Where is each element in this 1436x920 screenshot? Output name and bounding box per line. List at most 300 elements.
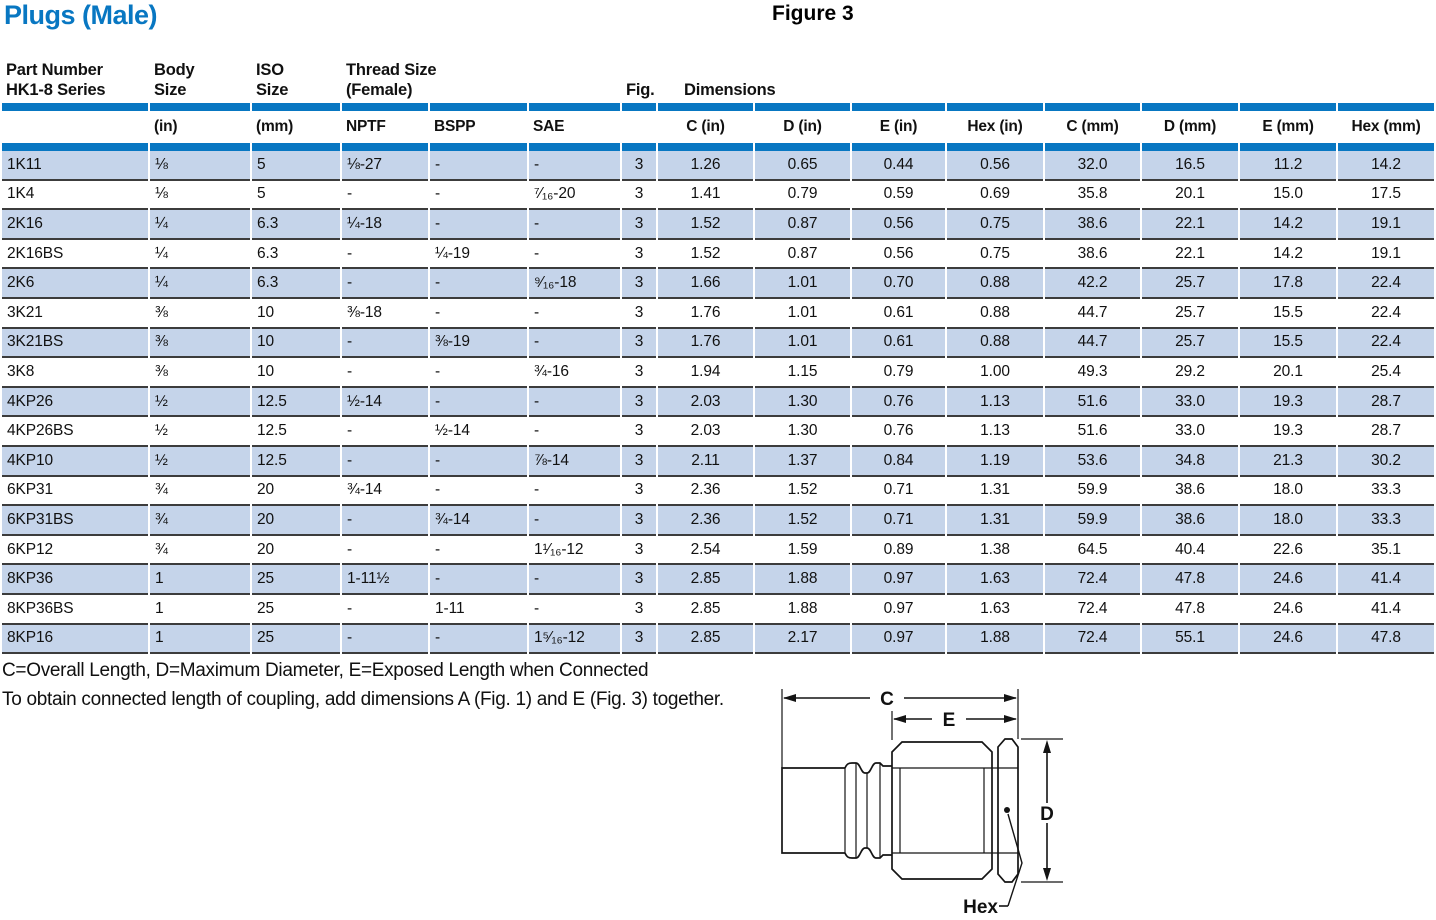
- header-rule-segment: [622, 143, 656, 151]
- cell-sae: -: [529, 595, 620, 625]
- cell-c-mm: 51.6: [1045, 388, 1140, 418]
- cell-c-mm: 38.6: [1045, 240, 1140, 270]
- cell-c-in: 2.85: [658, 625, 753, 655]
- cell-e-mm: 14.2: [1240, 240, 1336, 270]
- cell-c-in: 2.54: [658, 536, 753, 566]
- table-row: [2, 536, 1434, 566]
- plug-dimension-diagram: [770, 685, 1070, 920]
- cell-body-size-in: ¾: [150, 536, 250, 566]
- cell-bspp: -: [430, 388, 527, 418]
- cell-d-in: 1.52: [755, 477, 850, 507]
- cell-body-size-in: ½: [150, 417, 250, 447]
- cell-hex-mm: 33.3: [1338, 477, 1434, 507]
- subheader-hex-in: Hex (in): [967, 118, 1023, 135]
- cell-part-number: 1K11: [2, 151, 148, 181]
- cell-part-number: 4KP10: [2, 447, 148, 477]
- cell-part-number: 8KP36: [2, 565, 148, 595]
- cell-sae: 1¹⁄₁₆-12: [529, 536, 620, 566]
- cell-hex-mm: 19.1: [1338, 210, 1434, 240]
- cell-c-mm: 44.7: [1045, 329, 1140, 359]
- cell-part-number: 1K4: [2, 181, 148, 211]
- cell-nptf: -: [342, 269, 428, 299]
- cell-e-mm: 24.6: [1240, 625, 1336, 655]
- cell-fig: 3: [622, 565, 656, 595]
- cell-d-in: 1.52: [755, 506, 850, 536]
- cell-hex-in: 0.75: [947, 240, 1043, 270]
- cell-hex-mm: 17.5: [1338, 181, 1434, 211]
- cell-d-in: 0.87: [755, 240, 850, 270]
- cell-d-mm: 33.0: [1142, 417, 1238, 447]
- header-rule-segment: [1045, 103, 1140, 111]
- header-rule-segment: [252, 143, 340, 151]
- cell-iso-size-mm: 20: [252, 536, 340, 566]
- cell-nptf: -: [342, 536, 428, 566]
- cell-e-in: 0.70: [852, 269, 945, 299]
- cell-e-in: 0.59: [852, 181, 945, 211]
- cell-hex-in: 1.13: [947, 388, 1043, 418]
- cell-c-in: 1.52: [658, 210, 753, 240]
- cell-bspp: -: [430, 477, 527, 507]
- cell-d-mm: 47.8: [1142, 595, 1238, 625]
- subheader-c-mm: C (mm): [1066, 118, 1119, 135]
- cell-iso-size-mm: 25: [252, 625, 340, 655]
- cell-c-mm: 72.4: [1045, 595, 1140, 625]
- cell-nptf: -: [342, 417, 428, 447]
- cell-d-mm: 38.6: [1142, 477, 1238, 507]
- hex-label: Hex: [963, 897, 998, 918]
- cell-bspp: -: [430, 625, 527, 655]
- cell-d-in: 1.59: [755, 536, 850, 566]
- cell-sae: ⁹⁄₁₆-18: [529, 269, 620, 299]
- cell-part-number: 6KP31: [2, 477, 148, 507]
- cell-sae: -: [529, 388, 620, 418]
- subheader-d-in: D (in): [783, 118, 822, 135]
- header-line: (Female): [346, 81, 413, 99]
- cell-nptf: ⅜-18: [342, 299, 428, 329]
- cell-body-size-in: 1: [150, 565, 250, 595]
- cell-nptf: -: [342, 181, 428, 211]
- cell-fig: 3: [622, 181, 656, 211]
- header-iso-size: [252, 52, 340, 103]
- cell-body-size-in: ¼: [150, 210, 250, 240]
- cell-d-mm: 47.8: [1142, 565, 1238, 595]
- cell-d-in: 1.30: [755, 417, 850, 447]
- cell-c-in: 2.03: [658, 388, 753, 418]
- cell-e-mm: 15.5: [1240, 299, 1336, 329]
- table-row: [2, 447, 1434, 477]
- cell-bspp: ¾-14: [430, 506, 527, 536]
- dimension-c: [783, 689, 1017, 710]
- subheader-body-in: (in): [154, 118, 178, 135]
- cell-sae: ¾-16: [529, 358, 620, 388]
- cell-hex-in: 1.00: [947, 358, 1043, 388]
- cell-c-in: 1.52: [658, 240, 753, 270]
- group-header-row: [2, 52, 1434, 103]
- cell-body-size-in: ¼: [150, 269, 250, 299]
- cell-bspp: ½-14: [430, 417, 527, 447]
- cell-nptf: -: [342, 329, 428, 359]
- header-rule-segment: [755, 143, 850, 151]
- table-row: [2, 388, 1434, 418]
- cell-c-mm: 64.5: [1045, 536, 1140, 566]
- header-line: Fig.: [626, 81, 655, 99]
- cell-iso-size-mm: 10: [252, 329, 340, 359]
- cell-nptf: -: [342, 358, 428, 388]
- cell-c-in: 2.36: [658, 477, 753, 507]
- cell-nptf: ¾-14: [342, 477, 428, 507]
- header-line: HK1-8 Series: [6, 81, 106, 99]
- header-rule-segment: [150, 143, 250, 151]
- table-row: [2, 595, 1434, 625]
- cell-fig: 3: [622, 388, 656, 418]
- cell-e-mm: 18.0: [1240, 506, 1336, 536]
- table-row: [2, 417, 1434, 447]
- page-title: Plugs (Male): [4, 0, 158, 30]
- header-rule-segment: [252, 103, 340, 111]
- cell-body-size-in: ¾: [150, 506, 250, 536]
- cell-body-size-in: ½: [150, 447, 250, 477]
- cell-sae: -: [529, 210, 620, 240]
- cell-d-mm: 55.1: [1142, 625, 1238, 655]
- table-header: [2, 52, 1434, 151]
- cell-hex-in: 1.38: [947, 536, 1043, 566]
- cell-c-in: 2.85: [658, 565, 753, 595]
- cell-d-mm: 20.1: [1142, 181, 1238, 211]
- cell-sae: ⁷⁄₁₆-20: [529, 181, 620, 211]
- cell-hex-mm: 41.4: [1338, 595, 1434, 625]
- cell-part-number: 8KP36BS: [2, 595, 148, 625]
- cell-bspp: -: [430, 181, 527, 211]
- subheader-d-mm: D (mm): [1163, 118, 1217, 135]
- cell-sae: ⅞-14: [529, 447, 620, 477]
- header-line: Dimensions: [684, 81, 776, 99]
- header-rule-segment: [2, 103, 148, 111]
- cell-d-mm: 25.7: [1142, 299, 1238, 329]
- cell-e-in: 0.61: [852, 329, 945, 359]
- cell-c-mm: 38.6: [1045, 210, 1140, 240]
- cell-c-in: 1.76: [658, 299, 753, 329]
- cell-e-in: 0.97: [852, 565, 945, 595]
- cell-d-in: 1.01: [755, 299, 850, 329]
- cell-fig: 3: [622, 299, 656, 329]
- header-line: Thread Size: [346, 61, 437, 79]
- cell-body-size-in: ⅜: [150, 329, 250, 359]
- cell-fig: 3: [622, 269, 656, 299]
- cell-c-in: 1.94: [658, 358, 753, 388]
- cell-e-in: 0.61: [852, 299, 945, 329]
- cell-d-in: 1.01: [755, 269, 850, 299]
- cell-part-number: 3K8: [2, 358, 148, 388]
- cell-nptf: 1-11½: [342, 565, 428, 595]
- cell-body-size-in: 1: [150, 625, 250, 655]
- cell-e-mm: 14.2: [1240, 210, 1336, 240]
- header-rule-segment: [342, 143, 428, 151]
- table-row: [2, 240, 1434, 270]
- cell-fig: 3: [622, 417, 656, 447]
- cell-c-mm: 59.9: [1045, 506, 1140, 536]
- cell-iso-size-mm: 6.3: [252, 210, 340, 240]
- cell-part-number: 2K16: [2, 210, 148, 240]
- cell-nptf: -: [342, 506, 428, 536]
- dimension-c-label: C: [880, 689, 894, 710]
- cell-e-mm: 15.5: [1240, 329, 1336, 359]
- cell-part-number: 4KP26BS: [2, 417, 148, 447]
- header-rule-segment: [852, 103, 945, 111]
- table-row: [2, 625, 1434, 655]
- cell-e-in: 0.89: [852, 536, 945, 566]
- cell-c-in: 2.03: [658, 417, 753, 447]
- header-rule-segment: [1338, 143, 1434, 151]
- header-rule-segment: [852, 143, 945, 151]
- cell-d-mm: 25.7: [1142, 329, 1238, 359]
- cell-hex-in: 0.56: [947, 151, 1043, 181]
- cell-c-mm: 53.6: [1045, 447, 1140, 477]
- header-rule-segment: [430, 143, 527, 151]
- cell-hex-mm: 35.1: [1338, 536, 1434, 566]
- cell-e-in: 0.76: [852, 417, 945, 447]
- cell-hex-in: 1.63: [947, 595, 1043, 625]
- cell-hex-mm: 25.4: [1338, 358, 1434, 388]
- plugs-dimensions-table: [0, 52, 1436, 654]
- cell-hex-in: 0.88: [947, 299, 1043, 329]
- cell-fig: 3: [622, 151, 656, 181]
- cell-hex-in: 0.69: [947, 181, 1043, 211]
- table-body: [2, 151, 1434, 654]
- header-line: Size: [154, 81, 187, 99]
- cell-iso-size-mm: 20: [252, 506, 340, 536]
- cell-fig: 3: [622, 625, 656, 655]
- cell-hex-mm: 19.1: [1338, 240, 1434, 270]
- subheader-bspp: BSPP: [434, 118, 476, 135]
- figure-label: Figure 3: [772, 2, 854, 25]
- cell-sae: 1⁵⁄₁₆-12: [529, 625, 620, 655]
- cell-iso-size-mm: 10: [252, 358, 340, 388]
- cell-e-in: 0.71: [852, 477, 945, 507]
- cell-bspp: -: [430, 299, 527, 329]
- cell-c-mm: 44.7: [1045, 299, 1140, 329]
- cell-part-number: 6KP31BS: [2, 506, 148, 536]
- cell-e-mm: 24.6: [1240, 565, 1336, 595]
- cell-part-number: 8KP16: [2, 625, 148, 655]
- cell-fig: 3: [622, 536, 656, 566]
- cell-c-in: 2.11: [658, 447, 753, 477]
- cell-e-in: 0.71: [852, 506, 945, 536]
- cell-body-size-in: ⅜: [150, 358, 250, 388]
- cell-c-mm: 51.6: [1045, 417, 1140, 447]
- cell-iso-size-mm: 5: [252, 151, 340, 181]
- cell-c-mm: 35.8: [1045, 181, 1140, 211]
- cell-part-number: 4KP26: [2, 388, 148, 418]
- cell-e-mm: 17.8: [1240, 269, 1336, 299]
- cell-part-number: 2K16BS: [2, 240, 148, 270]
- table-row: [2, 299, 1434, 329]
- cell-bspp: -: [430, 151, 527, 181]
- cell-bspp: -: [430, 269, 527, 299]
- cell-hex-mm: 14.2: [1338, 151, 1434, 181]
- cell-c-in: 1.26: [658, 151, 753, 181]
- cell-hex-in: 1.31: [947, 477, 1043, 507]
- cell-nptf: -: [342, 447, 428, 477]
- header-rule-segment: [529, 103, 620, 111]
- cell-nptf: -: [342, 595, 428, 625]
- header-rule-segment: [1240, 103, 1336, 111]
- cell-iso-size-mm: 12.5: [252, 388, 340, 418]
- cell-body-size-in: ½: [150, 388, 250, 418]
- cell-hex-mm: 22.4: [1338, 329, 1434, 359]
- blue-rule-top: [2, 103, 1434, 111]
- cell-sae: -: [529, 151, 620, 181]
- footnote-line: C=Overall Length, D=Maximum Diameter, E=Exposed Length when Connected: [2, 660, 649, 681]
- cell-e-in: 0.97: [852, 625, 945, 655]
- header-rule-segment: [150, 103, 250, 111]
- cell-e-in: 0.44: [852, 151, 945, 181]
- cell-iso-size-mm: 20: [252, 477, 340, 507]
- header-rule-segment: [947, 103, 1043, 111]
- cell-hex-mm: 28.7: [1338, 417, 1434, 447]
- cell-c-in: 1.41: [658, 181, 753, 211]
- header-rule-segment: [622, 103, 656, 111]
- cell-c-mm: 42.2: [1045, 269, 1140, 299]
- cell-d-in: 1.15: [755, 358, 850, 388]
- cell-bspp: ¼-19: [430, 240, 527, 270]
- header-rule-segment: [947, 143, 1043, 151]
- cell-c-mm: 59.9: [1045, 477, 1140, 507]
- cell-sae: -: [529, 477, 620, 507]
- cell-d-mm: 33.0: [1142, 388, 1238, 418]
- cell-hex-mm: 30.2: [1338, 447, 1434, 477]
- cell-iso-size-mm: 6.3: [252, 269, 340, 299]
- cell-nptf: ⅛-27: [342, 151, 428, 181]
- cell-d-mm: 34.8: [1142, 447, 1238, 477]
- cell-sae: -: [529, 565, 620, 595]
- cell-e-mm: 19.3: [1240, 388, 1336, 418]
- table-row: [2, 269, 1434, 299]
- cell-e-in: 0.84: [852, 447, 945, 477]
- cell-d-in: 0.79: [755, 181, 850, 211]
- cell-d-in: 1.01: [755, 329, 850, 359]
- cell-e-mm: 11.2: [1240, 151, 1336, 181]
- cell-fig: 3: [622, 210, 656, 240]
- header-rule-segment: [342, 103, 428, 111]
- cell-d-in: 0.87: [755, 210, 850, 240]
- cell-hex-in: 0.88: [947, 329, 1043, 359]
- cell-bspp: -: [430, 210, 527, 240]
- header-rule-segment: [1142, 103, 1238, 111]
- cell-e-mm: 19.3: [1240, 417, 1336, 447]
- cell-body-size-in: ⅛: [150, 151, 250, 181]
- subheader-iso-mm: (mm): [256, 118, 294, 135]
- subheader-hex-mm: Hex (mm): [1351, 118, 1421, 135]
- cell-fig: 3: [622, 447, 656, 477]
- cell-fig: 3: [622, 506, 656, 536]
- cell-hex-mm: 47.8: [1338, 625, 1434, 655]
- subheader-blank: [2, 111, 148, 143]
- cell-hex-in: 1.19: [947, 447, 1043, 477]
- cell-sae: -: [529, 329, 620, 359]
- cell-iso-size-mm: 25: [252, 565, 340, 595]
- header-part-number: [2, 52, 148, 103]
- cell-d-mm: 40.4: [1142, 536, 1238, 566]
- cell-c-in: 2.36: [658, 506, 753, 536]
- cell-e-mm: 18.0: [1240, 477, 1336, 507]
- header-rule-segment: [430, 103, 527, 111]
- cell-iso-size-mm: 12.5: [252, 447, 340, 477]
- cell-fig: 3: [622, 358, 656, 388]
- cell-iso-size-mm: 25: [252, 595, 340, 625]
- header-body-size: [150, 52, 250, 103]
- header-rule-segment: [2, 143, 148, 151]
- cell-hex-mm: 41.4: [1338, 565, 1434, 595]
- cell-sae: -: [529, 240, 620, 270]
- dimension-d-label: D: [1040, 804, 1054, 825]
- cell-d-mm: 16.5: [1142, 151, 1238, 181]
- cell-d-mm: 29.2: [1142, 358, 1238, 388]
- cell-nptf: -: [342, 240, 428, 270]
- cell-hex-mm: 22.4: [1338, 269, 1434, 299]
- cell-c-mm: 32.0: [1045, 151, 1140, 181]
- footnote-line: To obtain connected length of coupling, add dimensions A (Fig. 1) and E (Fig. 3) together.: [2, 689, 724, 710]
- header-rule-segment: [1045, 143, 1140, 151]
- table-row: [2, 151, 1434, 181]
- footnotes: [2, 656, 724, 714]
- subheader-nptf: NPTF: [346, 118, 386, 135]
- cell-bspp: 1-11: [430, 595, 527, 625]
- cell-d-in: 1.37: [755, 447, 850, 477]
- cell-hex-in: 1.63: [947, 565, 1043, 595]
- subheader-e-in: E (in): [879, 118, 918, 135]
- cell-hex-in: 1.31: [947, 506, 1043, 536]
- cell-e-in: 0.56: [852, 210, 945, 240]
- cell-c-in: 2.85: [658, 595, 753, 625]
- header-rule-segment: [1240, 143, 1336, 151]
- cell-sae: -: [529, 506, 620, 536]
- dimension-d: [1040, 740, 1054, 881]
- cell-part-number: 3K21: [2, 299, 148, 329]
- header-rule-segment: [1142, 143, 1238, 151]
- cell-d-mm: 38.6: [1142, 506, 1238, 536]
- cell-hex-mm: 33.3: [1338, 506, 1434, 536]
- header-rule-segment: [755, 103, 850, 111]
- cell-e-mm: 15.0: [1240, 181, 1336, 211]
- cell-sae: -: [529, 299, 620, 329]
- cell-d-in: 1.30: [755, 388, 850, 418]
- subheader-c-in: C (in): [686, 118, 725, 135]
- blue-rule-bottom: [2, 143, 1434, 151]
- table-row: [2, 506, 1434, 536]
- cell-hex-in: 0.75: [947, 210, 1043, 240]
- cell-e-mm: 21.3: [1240, 447, 1336, 477]
- header-rule-segment: [658, 143, 753, 151]
- cell-hex-mm: 22.4: [1338, 299, 1434, 329]
- cell-iso-size-mm: 6.3: [252, 240, 340, 270]
- cell-d-in: 2.17: [755, 625, 850, 655]
- cell-nptf: -: [342, 625, 428, 655]
- cell-e-mm: 20.1: [1240, 358, 1336, 388]
- cell-hex-in: 0.88: [947, 269, 1043, 299]
- cell-body-size-in: ¼: [150, 240, 250, 270]
- cell-d-mm: 25.7: [1142, 269, 1238, 299]
- cell-hex-mm: 28.7: [1338, 388, 1434, 418]
- dimension-e-label: E: [942, 710, 956, 731]
- table-row: [2, 358, 1434, 388]
- cell-part-number: 2K6: [2, 269, 148, 299]
- cell-e-in: 0.56: [852, 240, 945, 270]
- cell-hex-in: 1.88: [947, 625, 1043, 655]
- cell-bspp: -: [430, 358, 527, 388]
- cell-bspp: -: [430, 536, 527, 566]
- header-line: Part Number: [6, 61, 103, 79]
- cell-e-mm: 22.6: [1240, 536, 1336, 566]
